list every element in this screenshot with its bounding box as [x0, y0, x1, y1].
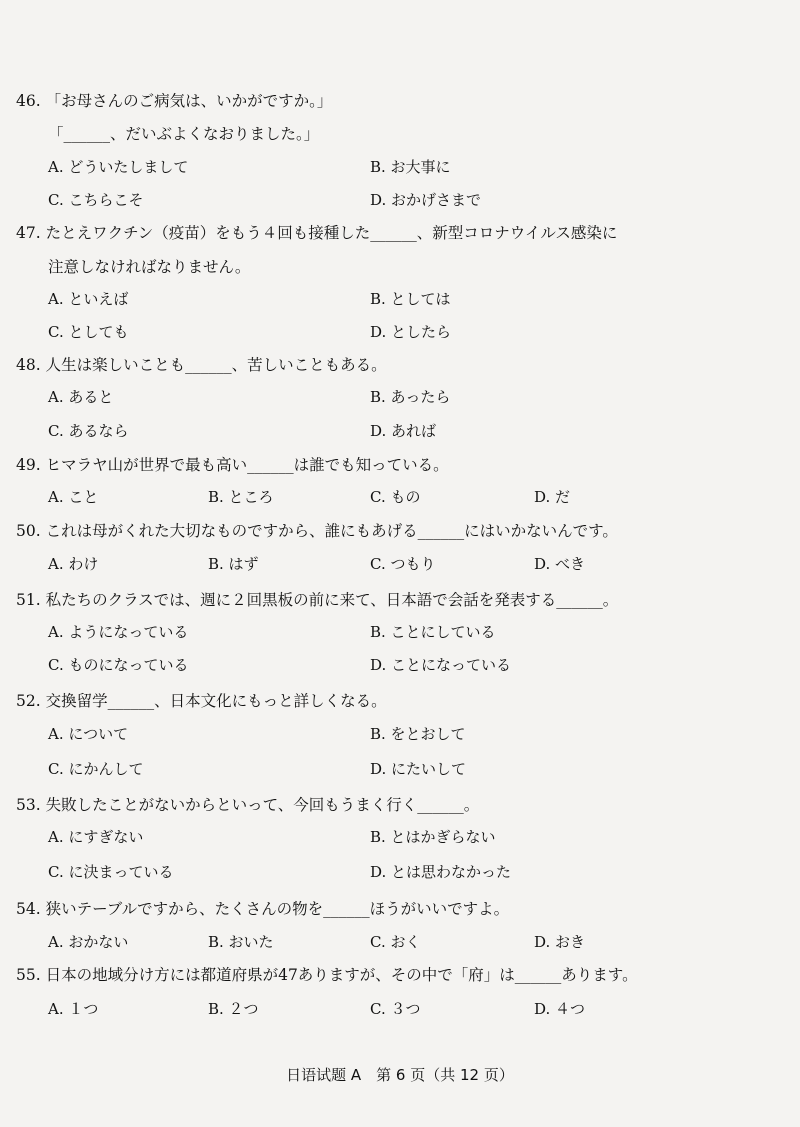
option-d: D. あれば — [370, 422, 437, 440]
option-d: D. ことになっている — [370, 656, 512, 674]
option-b: B. ２つ — [208, 1000, 259, 1018]
question-stem: 53. 失敗したことがないからといって、今回もうまく行く______。 — [16, 796, 480, 814]
option-a: A. ようになっている — [48, 623, 189, 641]
option-d: D. にたいして — [370, 760, 467, 778]
question-stem: 49. ヒマラヤ山が世界で最も高い______は誰でも知っている。 — [16, 456, 449, 474]
question-stem: 52. 交換留学______、日本文化にもっと詳しくなる。 — [16, 692, 387, 710]
option-a: A. おかない — [48, 933, 129, 951]
page-footer: 日语试题 A 第 6 页（共 12 页） — [286, 1066, 514, 1084]
question-stem: 55. 日本の地域分け方には都道府県が47ありますが、その中で「府」は______あります。 — [16, 966, 638, 984]
option-d: D. べき — [534, 555, 586, 573]
option-a: A. にすぎない — [48, 828, 144, 846]
option-b: B. はず — [208, 555, 259, 573]
question-stem-continued: 「______、だいぶよくなおりました。」 — [48, 125, 320, 143]
option-c: C. もの — [370, 488, 421, 506]
question-stem: 50. これは母がくれた大切なものですから、誰にもあげる______にはいかないんです。 — [16, 522, 618, 540]
option-d: D. だ — [534, 488, 571, 506]
option-c: C. としても — [48, 323, 129, 341]
option-a: A. どういたしまして — [48, 158, 189, 176]
option-c: C. ３つ — [370, 1000, 421, 1018]
question-stem: 48. 人生は楽しいことも______、苦しいこともある。 — [16, 356, 387, 374]
option-d: D. としたら — [370, 323, 452, 341]
option-b: B. おいた — [208, 933, 274, 951]
option-b: B. とはかぎらない — [370, 828, 496, 846]
option-b: B. お大事に — [370, 158, 451, 176]
option-a: A. あると — [48, 388, 114, 406]
option-d: D. おき — [534, 933, 586, 951]
question-stem: 51. 私たちのクラスでは、週に２回黒板の前に来て、日本語で会話を発表する______。 — [16, 591, 619, 609]
option-c: C. あるなら — [48, 422, 129, 440]
option-b: B. ことにしている — [370, 623, 496, 641]
option-c: C. にかんして — [48, 760, 144, 778]
option-b: B. としては — [370, 290, 451, 308]
option-c: C. こちらこそ — [48, 191, 144, 209]
question-stem: 46. 「お母さんのご病気は、いかがですか。」 — [16, 92, 333, 110]
option-c: C. ものになっている — [48, 656, 189, 674]
option-c: C. おく — [370, 933, 421, 951]
option-a: A. こと — [48, 488, 99, 506]
option-a: A. わけ — [48, 555, 99, 573]
option-c: C. に決まっている — [48, 863, 174, 881]
option-b: B. をとおして — [370, 725, 466, 743]
option-d: D. とは思わなかった — [370, 863, 512, 881]
option-d: D. ４つ — [534, 1000, 586, 1018]
option-b: B. あったら — [370, 388, 451, 406]
option-a: A. １つ — [48, 1000, 99, 1018]
question-stem: 54. 狭いテーブルですから、たくさんの物を______ほうがいいですよ。 — [16, 900, 510, 918]
question-stem: 47. たとえワクチン（疫苗）をもう４回も接種した______、新型コロナウイルス感染に — [16, 224, 618, 242]
question-stem-continued: 注意しなければなりません。 — [48, 258, 251, 276]
option-a: A. について — [48, 725, 129, 743]
option-a: A. といえば — [48, 290, 129, 308]
option-c: C. つもり — [370, 555, 436, 573]
option-d: D. おかげさまで — [370, 191, 482, 209]
option-b: B. ところ — [208, 488, 274, 506]
